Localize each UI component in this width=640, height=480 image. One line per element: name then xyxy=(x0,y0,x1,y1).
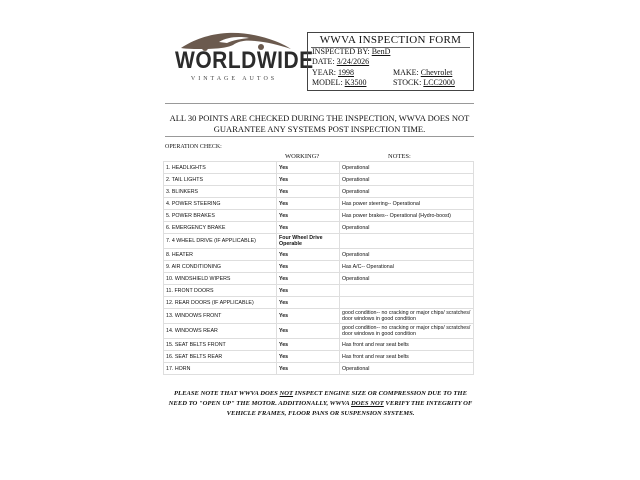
item-cell: 9. AIR CONDITIONING xyxy=(164,261,277,273)
notes-cell xyxy=(340,234,474,249)
date-label: DATE: xyxy=(312,57,335,66)
disclaimer-not-1: NOT xyxy=(279,390,294,397)
make-row xyxy=(393,68,452,78)
year-row xyxy=(312,68,354,78)
notes-cell: Operational xyxy=(340,222,474,234)
notes-cell: Has power steering-- Operational xyxy=(340,198,474,210)
item-cell: 17. HORN xyxy=(164,363,277,375)
year-label: YEAR: xyxy=(312,68,336,77)
table-row xyxy=(164,222,474,234)
notes-cell: Has A/C-- Operational xyxy=(340,261,474,273)
table-row xyxy=(164,339,474,351)
working-cell: Yes xyxy=(277,198,340,210)
table-row xyxy=(164,273,474,285)
working-cell: Yes xyxy=(277,339,340,351)
inspected-by-label: INSPECTED BY: xyxy=(312,47,370,56)
form-header-box xyxy=(307,32,474,91)
disclaimer-not-2: DOES NOT xyxy=(350,400,384,407)
item-cell: 1. HEADLIGHTS xyxy=(164,162,277,174)
notes-cell: good condition-- no cracking or major chips/ scratches/ door windows in good condition xyxy=(340,324,474,339)
table-row xyxy=(164,351,474,363)
notes-cell xyxy=(340,285,474,297)
model-value: K3500 xyxy=(344,78,367,87)
table-row xyxy=(164,249,474,261)
model-row xyxy=(312,78,366,88)
working-cell: Yes xyxy=(277,222,340,234)
notes-cell: good condition-- no cracking or major chips/ scratches/ door windows in good condition xyxy=(340,309,474,324)
notes-cell: Operational xyxy=(340,162,474,174)
stock-row xyxy=(393,78,455,88)
notes-cell: Operational xyxy=(340,273,474,285)
table-row xyxy=(164,174,474,186)
inspected-by-row xyxy=(312,47,390,57)
working-cell: Yes xyxy=(277,351,340,363)
section-label: OPERATION CHECK: xyxy=(165,144,222,150)
notes-cell: Has front and rear seat belts xyxy=(340,351,474,363)
notes-cell: Operational xyxy=(340,249,474,261)
table-row xyxy=(164,363,474,375)
notes-cell xyxy=(340,297,474,309)
item-cell: 10. WINDSHIELD WIPERS xyxy=(164,273,277,285)
year-value: 1998 xyxy=(338,68,354,77)
table-row xyxy=(164,234,474,249)
working-cell: Yes xyxy=(277,363,340,375)
make-value: Chevrolet xyxy=(420,68,453,77)
working-cell: Yes xyxy=(277,249,340,261)
working-cell: Yes xyxy=(277,309,340,324)
item-cell: 2. TAIL LIGHTS xyxy=(164,174,277,186)
working-cell: Yes xyxy=(277,261,340,273)
notice-divider xyxy=(165,136,474,137)
worldwide-logo xyxy=(175,28,314,90)
item-cell: 14. WINDOWS REAR xyxy=(164,324,277,339)
working-cell: Yes xyxy=(277,285,340,297)
stock-value: LCC2000 xyxy=(423,78,455,87)
working-cell: Yes xyxy=(277,324,340,339)
date-value: 3/24/2026 xyxy=(336,57,370,66)
table-row xyxy=(164,162,474,174)
make-label: MAKE: xyxy=(393,68,419,77)
notes-column-header: NOTES: xyxy=(388,153,411,160)
form-title: WWVA INSPECTION FORM xyxy=(319,34,462,46)
table-row xyxy=(164,309,474,324)
table-row xyxy=(164,297,474,309)
disclaimer-part-1: PLEASE NOTE THAT WWVA DOES xyxy=(174,390,280,397)
item-cell: 3. BLINKERS xyxy=(164,186,277,198)
working-cell: Yes xyxy=(277,297,340,309)
date-row xyxy=(312,57,369,67)
working-column-header: WORKING? xyxy=(285,153,320,160)
disclaimer-part-2: INSPECT ENGINE SIZE OR COMPRESSION DUE TO THE NEED TO "OPEN UP" THE MOTOR. ADDITIONALLY, WWVA xyxy=(168,390,467,407)
item-cell: 13. WINDOWS FRONT xyxy=(164,309,277,324)
item-cell: 5. POWER BRAKES xyxy=(164,210,277,222)
notice-line-1: ALL 30 POINTS ARE CHECKED DURING THE INSPECTION, WWVA DOES NOT xyxy=(169,113,470,123)
logo-wordmark: WORLDWIDE xyxy=(175,47,314,74)
disclaimer-part-3: VERIFY THE INTEGRITY OF VEHICLE FRAMES, FLOOR PANS OR SUSPENSION SYSTEMS. xyxy=(226,400,473,417)
working-cell: Yes xyxy=(277,162,340,174)
model-label: MODEL: xyxy=(312,78,343,87)
item-cell: 11. FRONT DOORS xyxy=(164,285,277,297)
stock-label: STOCK: xyxy=(393,78,422,87)
working-cell: Yes xyxy=(277,273,340,285)
notes-cell: Has front and rear seat belts xyxy=(340,339,474,351)
item-cell: 7. 4 WHEEL DRIVE (IF APPLICABLE) xyxy=(164,234,277,249)
notes-cell: Operational xyxy=(340,363,474,375)
item-cell: 15. SEAT BELTS FRONT xyxy=(164,339,277,351)
inspected-by-value: BenD xyxy=(371,47,391,56)
item-cell: 12. REAR DOORS (IF APPLICABLE) xyxy=(164,297,277,309)
table-row xyxy=(164,285,474,297)
notes-cell: Has power brakes-- Operational (Hydro-boost) xyxy=(340,210,474,222)
table-row xyxy=(164,210,474,222)
working-cell: Yes xyxy=(277,174,340,186)
table-row xyxy=(164,324,474,339)
working-cell: Yes xyxy=(277,186,340,198)
top-divider xyxy=(165,103,474,104)
logo-tagline: VINTAGE AUTOS xyxy=(190,76,278,82)
working-cell: Four Wheel Drive Operable xyxy=(277,234,340,249)
notice-line-2: GUARANTEE ANY SYSTEMS POST INSPECTION TIME. xyxy=(213,124,426,134)
table-row xyxy=(164,261,474,273)
working-cell: Yes xyxy=(277,210,340,222)
item-cell: 4. POWER STEERING xyxy=(164,198,277,210)
item-cell: 16. SEAT BELTS REAR xyxy=(164,351,277,363)
table-row xyxy=(164,186,474,198)
inspection-notice xyxy=(165,113,474,135)
item-cell: 8. HEATER xyxy=(164,249,277,261)
operation-check-table xyxy=(163,161,474,375)
notes-cell: Operational xyxy=(340,186,474,198)
table-row xyxy=(164,198,474,210)
disclaimer-note xyxy=(165,389,476,419)
item-cell: 6. EMERGENCY BRAKE xyxy=(164,222,277,234)
notes-cell: Operational xyxy=(340,174,474,186)
